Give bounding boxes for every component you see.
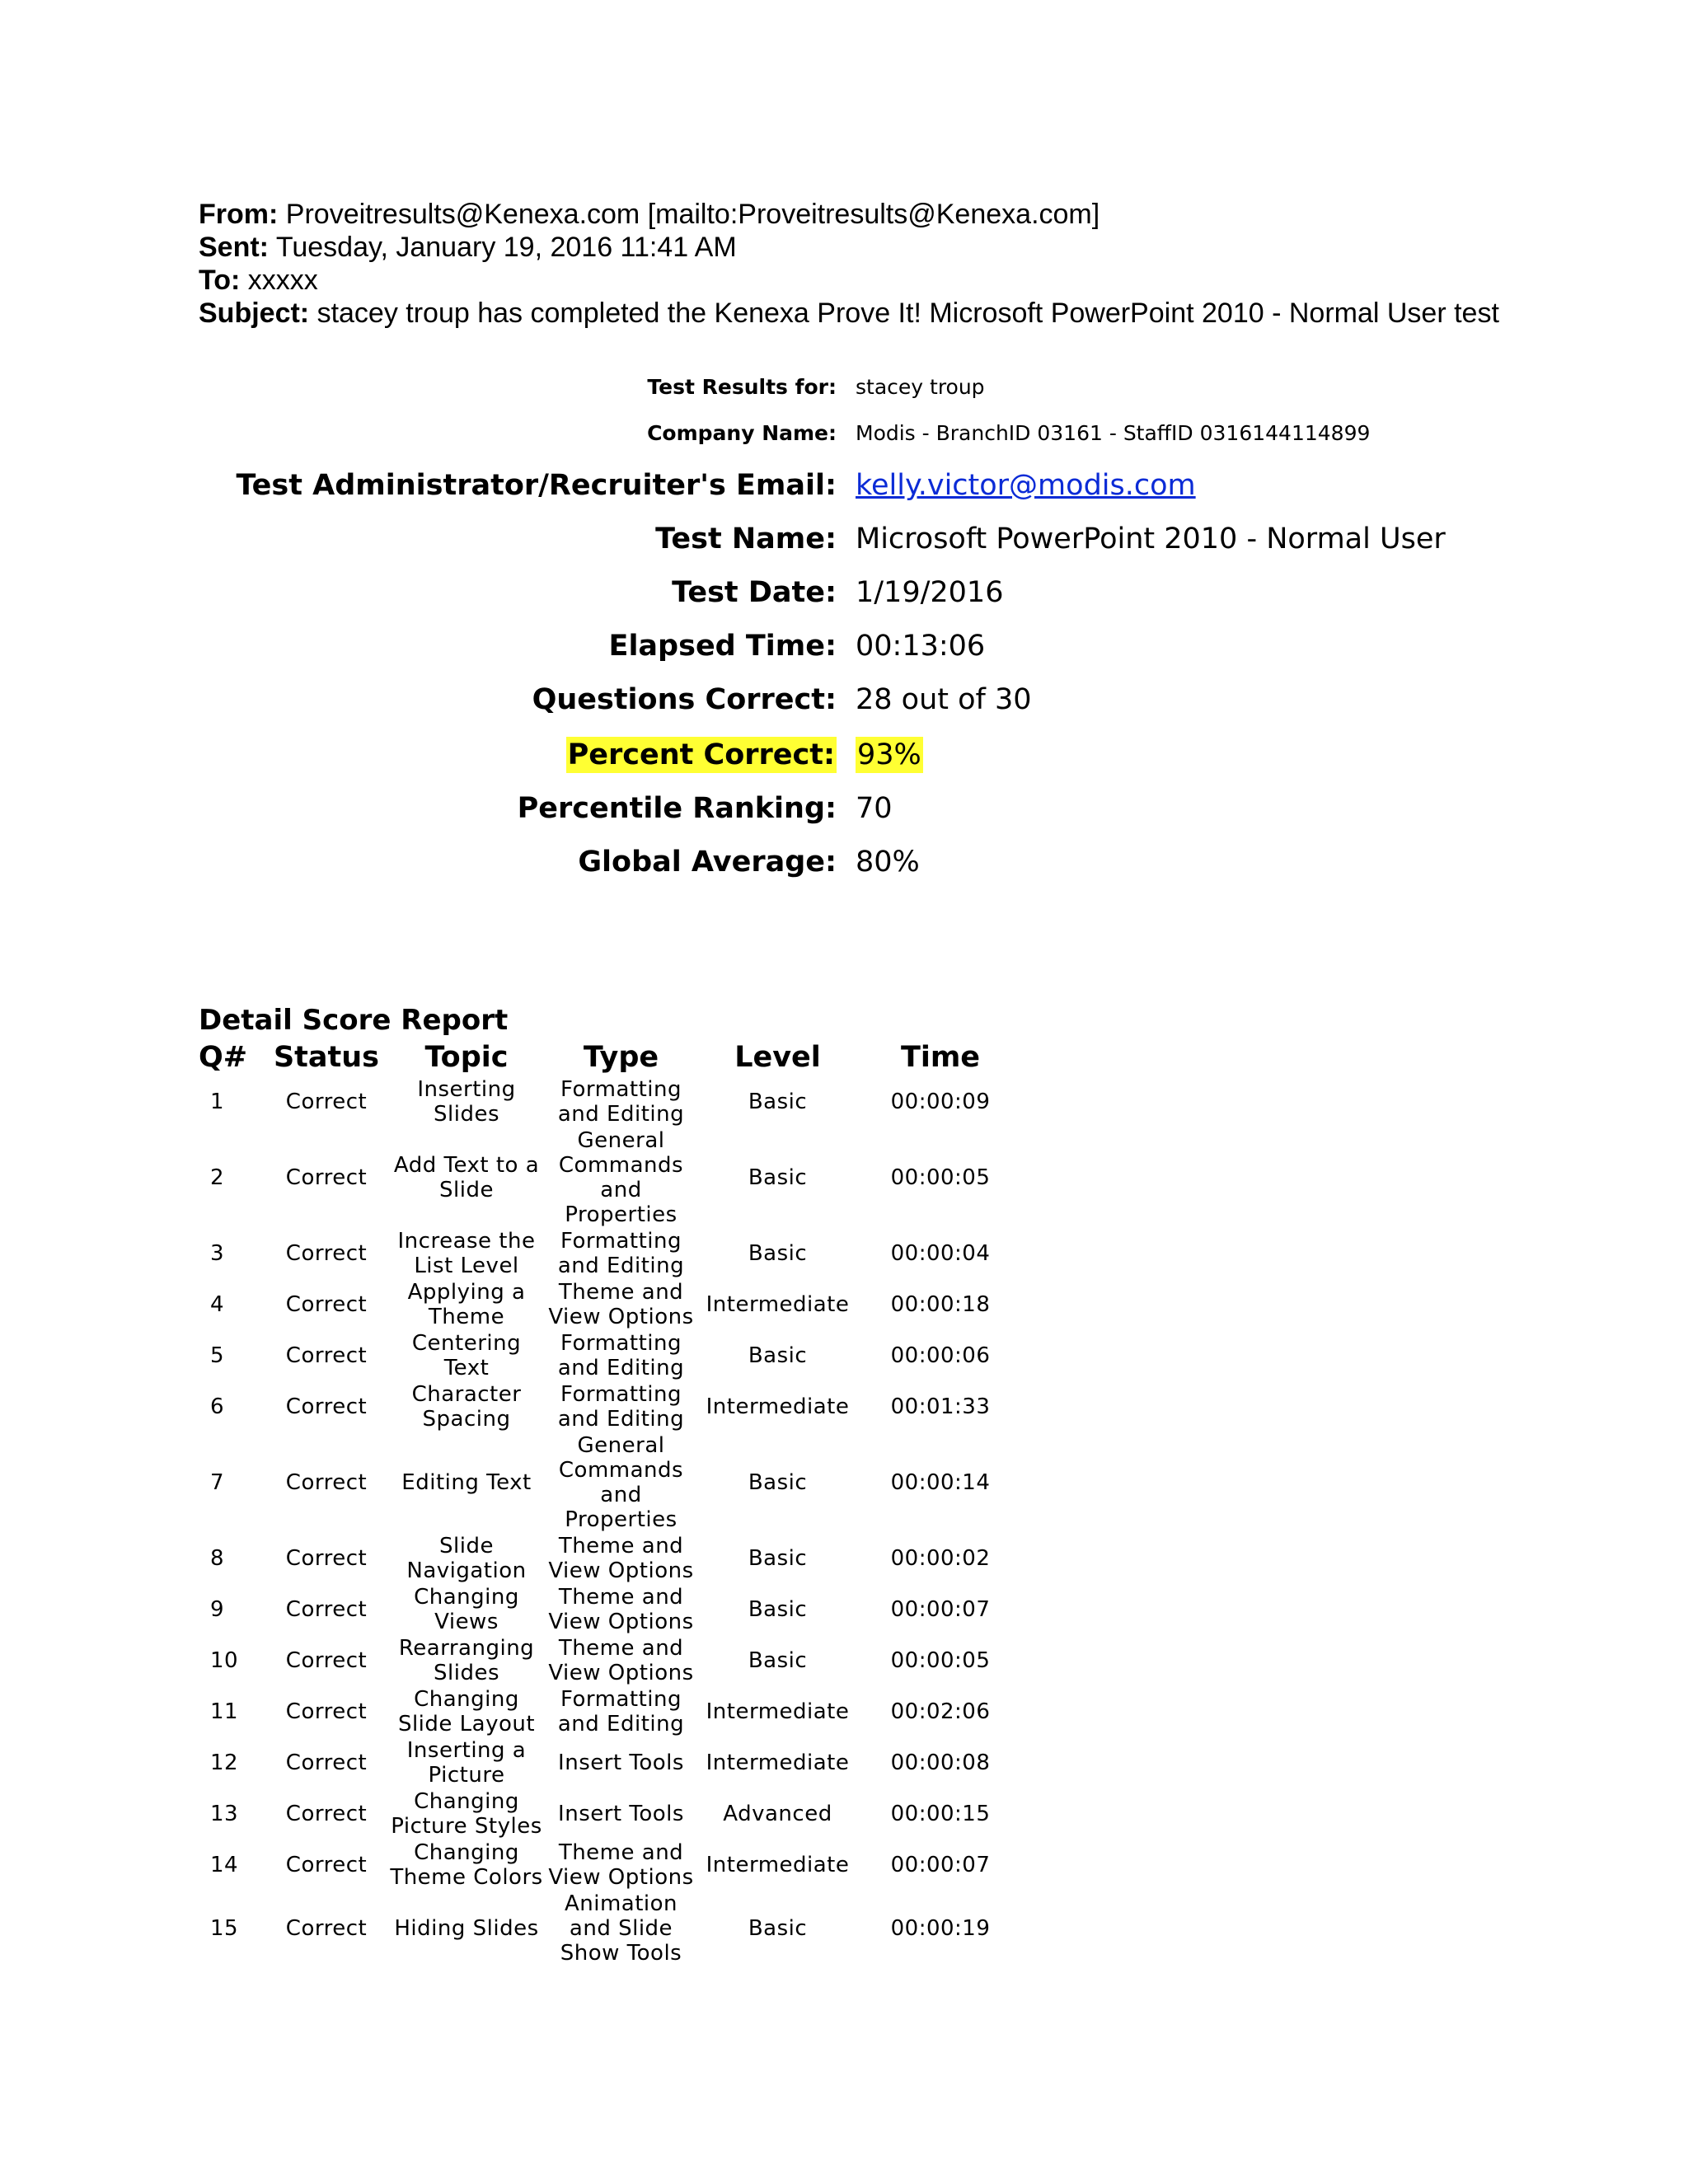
- admin-email-link[interactable]: kelly.victor@modis.com: [856, 469, 1196, 502]
- cell-status: Correct: [285, 1916, 368, 1941]
- cell-level: Basic: [748, 1165, 808, 1190]
- cell-type: General Commands and Properties: [558, 1128, 684, 1227]
- cell-time: 00:00:05: [890, 1165, 991, 1190]
- column-header-q: Q#: [199, 1041, 248, 1074]
- sent-line: [199, 231, 1600, 264]
- cell-type: Animation and Slide Show Tools: [560, 1891, 682, 1966]
- cell-time: 00:00:02: [890, 1546, 991, 1571]
- cell-q: 7: [210, 1470, 225, 1495]
- cell-time: 00:00:15: [890, 1802, 991, 1826]
- global-average-label: Global Average:: [578, 846, 837, 879]
- cell-q: 15: [210, 1916, 239, 1941]
- elapsed-time-label: Elapsed Time:: [608, 630, 837, 663]
- elapsed-time-value: 00:13:06: [856, 630, 986, 663]
- cell-type: Formatting and Editing: [557, 1331, 685, 1380]
- to-label: To:: [199, 265, 241, 296]
- cell-type: Insert Tools: [558, 1750, 684, 1775]
- from-line: [199, 198, 1600, 231]
- cell-time: 00:01:33: [890, 1394, 991, 1419]
- column-header-type: Type: [583, 1041, 659, 1074]
- company-value: Modis - BranchID 03161 - StaffID 0316144114899: [856, 421, 1371, 445]
- cell-type: Theme and View Options: [548, 1534, 694, 1583]
- cell-level: Intermediate: [706, 1750, 850, 1775]
- cell-topic: Applying a Theme: [407, 1280, 526, 1329]
- cell-time: 00:00:07: [890, 1597, 991, 1622]
- cell-time: 00:00:19: [890, 1916, 991, 1941]
- cell-status: Correct: [285, 1597, 368, 1622]
- company-label: Company Name:: [647, 421, 837, 445]
- cell-type: Theme and View Options: [548, 1280, 694, 1329]
- test-name-label: Test Name:: [655, 523, 837, 555]
- cell-topic: Inserting a Picture: [406, 1738, 527, 1788]
- cell-status: Correct: [285, 1750, 368, 1775]
- table-row: [199, 1788, 1023, 1840]
- cell-topic: Changing Picture Styles: [391, 1789, 542, 1839]
- table-row: [199, 1076, 1023, 1127]
- detail-report-title: Detail Score Report: [199, 1004, 509, 1037]
- cell-level: Basic: [748, 1546, 808, 1571]
- table-header-row: [199, 1038, 1023, 1076]
- cell-q: 2: [210, 1165, 225, 1190]
- cell-level: Intermediate: [706, 1853, 850, 1877]
- cell-q: 1: [210, 1090, 225, 1114]
- cell-level: Advanced: [723, 1802, 832, 1826]
- percent-correct-value: 93%: [857, 738, 921, 771]
- cell-topic: Add Text to a Slide: [393, 1153, 540, 1202]
- cell-q: 10: [210, 1648, 239, 1673]
- cell-topic: Centering Text: [411, 1331, 522, 1380]
- sent-value: Tuesday, January 19, 2016 11:41 AM: [275, 232, 737, 263]
- table-row: [199, 1279, 1023, 1330]
- table-row: [199, 1635, 1023, 1686]
- test-date-label: Test Date:: [672, 576, 837, 609]
- cell-topic: Hiding Slides: [394, 1916, 539, 1941]
- cell-level: Intermediate: [706, 1699, 850, 1724]
- cell-type: Insert Tools: [558, 1802, 684, 1826]
- cell-topic: Changing Theme Colors: [390, 1840, 543, 1890]
- cell-time: 00:00:04: [890, 1241, 991, 1266]
- cell-topic: Editing Text: [401, 1470, 532, 1495]
- cell-level: Basic: [748, 1090, 808, 1114]
- cell-q: 9: [210, 1597, 225, 1622]
- cell-time: 00:00:06: [890, 1343, 991, 1368]
- cell-type: Formatting and Editing: [557, 1687, 685, 1736]
- from-value: Proveitresults@Kenexa.com [mailto:Proveitresults@Kenexa.com]: [285, 199, 1100, 230]
- table-row: [199, 1584, 1023, 1635]
- detail-score-table: [199, 1038, 1023, 1966]
- cell-type: Theme and View Options: [548, 1840, 694, 1890]
- cell-type: General Commands and Properties: [558, 1433, 684, 1532]
- results-for-label: Test Results for:: [647, 375, 837, 399]
- cell-status: Correct: [285, 1292, 368, 1317]
- cell-q: 6: [210, 1394, 225, 1419]
- column-header-time: Time: [900, 1041, 981, 1074]
- cell-type: Theme and View Options: [548, 1636, 694, 1685]
- admin-email-label: Test Administrator/Recruiter's Email:: [236, 469, 837, 502]
- table-row: [199, 1127, 1023, 1228]
- cell-status: Correct: [285, 1165, 368, 1190]
- cell-type: Formatting and Editing: [557, 1229, 685, 1278]
- cell-topic: Inserting Slides: [417, 1077, 516, 1127]
- table-row: [199, 1840, 1023, 1891]
- percentile-label: Percentile Ranking:: [517, 792, 837, 825]
- cell-level: Basic: [748, 1343, 808, 1368]
- cell-level: Basic: [748, 1916, 808, 1941]
- cell-type: Theme and View Options: [548, 1585, 694, 1634]
- cell-topic: Character Spacing: [411, 1382, 522, 1432]
- column-header-status: Status: [273, 1041, 380, 1074]
- percentile-value: 70: [856, 792, 893, 825]
- global-average-value: 80%: [856, 846, 920, 879]
- table-row: [199, 1891, 1023, 1966]
- cell-level: Basic: [748, 1597, 808, 1622]
- cell-status: Correct: [285, 1546, 368, 1571]
- cell-q: 12: [210, 1750, 239, 1775]
- questions-correct-label: Questions Correct:: [532, 683, 837, 716]
- cell-time: 00:00:07: [890, 1853, 991, 1877]
- to-line: [199, 264, 1600, 297]
- cell-status: Correct: [285, 1241, 368, 1266]
- cell-topic: Increase the List Level: [397, 1229, 536, 1278]
- percent-correct-label: Percent Correct:: [567, 738, 835, 771]
- cell-level: Basic: [748, 1648, 808, 1673]
- column-header-level: Level: [734, 1041, 821, 1074]
- cell-status: Correct: [285, 1470, 368, 1495]
- cell-time: 00:00:18: [890, 1292, 991, 1317]
- cell-topic: Rearranging Slides: [398, 1636, 535, 1685]
- table-row: [199, 1432, 1023, 1533]
- to-value: xxxxx: [247, 265, 318, 296]
- cell-status: Correct: [285, 1648, 368, 1673]
- cell-status: Correct: [285, 1853, 368, 1877]
- cell-type: Formatting and Editing: [557, 1077, 685, 1127]
- subject-label: Subject:: [199, 298, 310, 329]
- cell-type: Formatting and Editing: [557, 1382, 685, 1432]
- email-header: [199, 198, 1600, 330]
- cell-topic: Slide Navigation: [406, 1534, 527, 1583]
- cell-level: Basic: [748, 1470, 808, 1495]
- cell-q: 13: [210, 1802, 239, 1826]
- questions-correct-value: 28 out of 30: [856, 683, 1032, 716]
- cell-q: 8: [210, 1546, 225, 1571]
- cell-status: Correct: [285, 1394, 368, 1419]
- table-row: [199, 1737, 1023, 1788]
- cell-q: 4: [210, 1292, 225, 1317]
- sent-label: Sent:: [199, 232, 269, 263]
- cell-time: 00:00:08: [890, 1750, 991, 1775]
- cell-q: 14: [210, 1853, 239, 1877]
- subject-line: [199, 297, 1600, 330]
- cell-status: Correct: [285, 1090, 368, 1114]
- cell-status: Correct: [285, 1802, 368, 1826]
- test-date-value: 1/19/2016: [856, 576, 1004, 609]
- cell-q: 5: [210, 1343, 225, 1368]
- table-row: [199, 1381, 1023, 1432]
- cell-level: Intermediate: [706, 1394, 850, 1419]
- cell-status: Correct: [285, 1343, 368, 1368]
- from-label: From:: [199, 199, 279, 230]
- cell-topic: Changing Views: [414, 1585, 519, 1634]
- table-row: [199, 1686, 1023, 1737]
- table-row: [199, 1533, 1023, 1584]
- table-row: [199, 1228, 1023, 1279]
- cell-time: 00:02:06: [890, 1699, 991, 1724]
- cell-time: 00:00:05: [890, 1648, 991, 1673]
- column-header-topic: Topic: [424, 1041, 509, 1074]
- cell-time: 00:00:14: [890, 1470, 991, 1495]
- cell-topic: Changing Slide Layout: [397, 1687, 536, 1736]
- results-for-value: stacey troup: [856, 375, 985, 399]
- cell-status: Correct: [285, 1699, 368, 1724]
- table-row: [199, 1330, 1023, 1381]
- cell-level: Basic: [748, 1241, 808, 1266]
- cell-q: 11: [210, 1699, 239, 1724]
- cell-time: 00:00:09: [890, 1090, 991, 1114]
- cell-level: Intermediate: [706, 1292, 850, 1317]
- test-name-value: Microsoft PowerPoint 2010 - Normal User: [856, 523, 1446, 555]
- subject-value: stacey troup has completed the Kenexa Prove It! Microsoft PowerPoint 2010 - Normal User test: [316, 298, 1499, 329]
- cell-q: 3: [210, 1241, 225, 1266]
